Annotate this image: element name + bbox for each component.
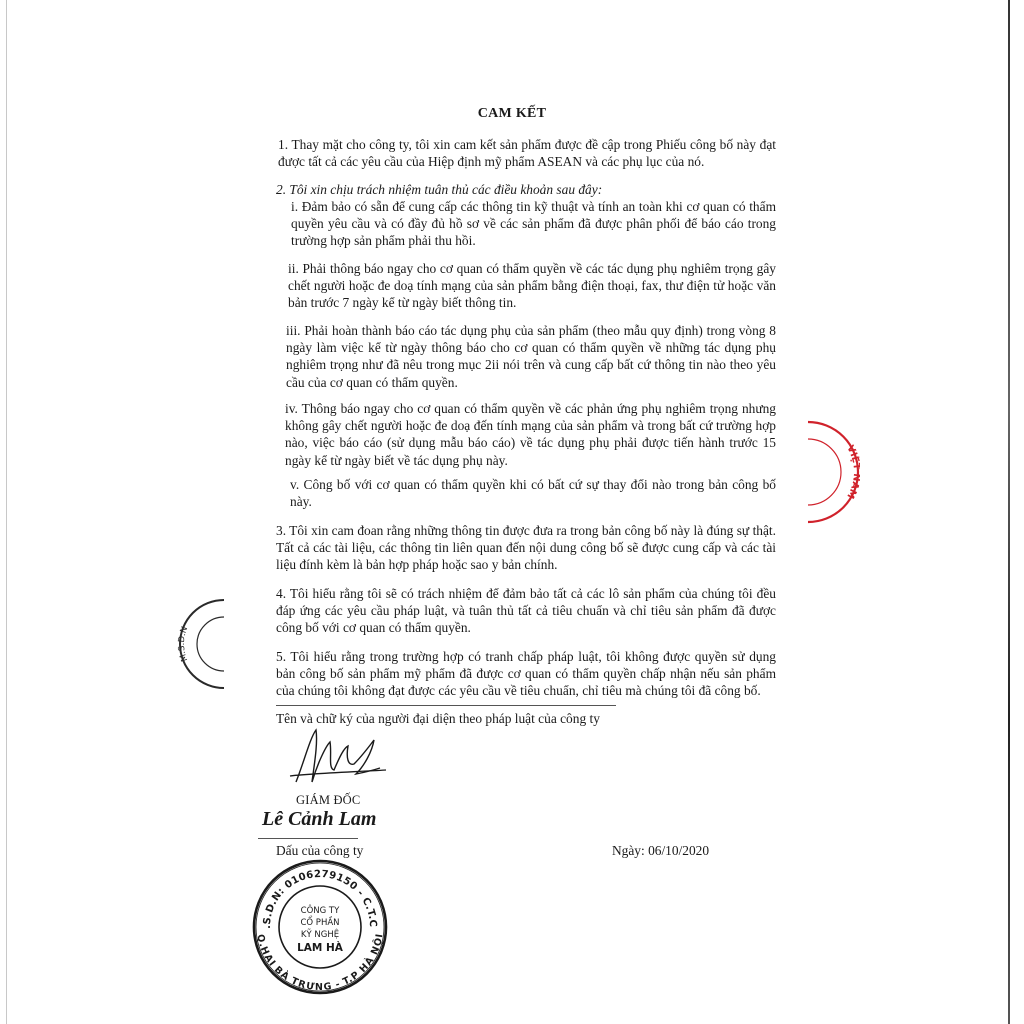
svg-text:M.S.D.N — [177, 625, 190, 662]
left-seal-fragment — [176, 596, 224, 692]
left-seal-text: M.S.D.N — [176, 625, 191, 663]
stamp-line-3: KỸ NGHỆ — [300, 930, 340, 940]
signer-name: Lê Cảnh Lam — [262, 808, 377, 830]
signature-scribble — [282, 726, 392, 792]
company-seal-label: Dấu của công ty — [276, 843, 364, 858]
svg-text:VIỆT NAM — [844, 444, 860, 501]
scan-edge-right — [1008, 0, 1010, 1024]
document-date: Ngày: 06/10/2020 — [612, 843, 710, 858]
scan-edge-left — [6, 0, 7, 1024]
stamp-line-1: CÔNG TY — [300, 906, 340, 916]
paragraph-2iii: iii. Phải hoàn thành báo cáo tác dụng phụ của sản phẩm (theo mẫu quy định) trong vòng 8 ngày làm việc kể từ ngày thông báo cho cơ quan có thẩm quyền về những tác dụng phụ nghiêm trọng như đã nêu trong mục 2ii nói trên và cung cấp bất cứ thông tin nào theo yêu cầu của cơ quan có thẩm quyền. — [286, 323, 776, 390]
paragraph-3: 3. Tôi xin cam đoan rằng những thông tin được đưa ra trong bản công bố này là đúng sự thật. Tất cả các tài liệu, các thông tin liên quan đến nội dung công bố sẽ được cung cấp và các tài liệu đính kèm là bản hợp pháp hoặc sao y bản chính. — [276, 523, 776, 573]
paragraph-5: 5. Tôi hiểu rằng trong trường hợp có tranh chấp pháp luật, tôi không được quyền sử dụng bản công bố sản phẩm mỹ phẩm đã được cơ quan có thẩm quyền chấp nhận nếu sản phẩm của chúng tôi không đạt được các yêu cầu về tiêu chuẩn, chỉ tiêu mà chúng tôi đã công bố. — [276, 649, 776, 699]
paragraph-2i: i. Đảm bảo có sẵn để cung cấp các thông tin kỹ thuật và tính an toàn khi cơ quan có thẩm quyền yêu cầu và có đầy đủ hồ sơ về các sản phẩm đã được phân phối để báo cáo trong trường hợp sản phẩm phải thu hồi. — [291, 199, 776, 249]
paragraph-2v: v. Công bố với cơ quan có thẩm quyền khi có bất cứ sự thay đổi nào trong bản công bố này. — [290, 477, 776, 510]
right-seal-fragment — [808, 418, 860, 526]
stamp-line-4: LAM HÀ — [297, 942, 343, 954]
paragraph-2ii: ii. Phải thông báo ngay cho cơ quan có thẩm quyền về các tác dụng phụ nghiêm trọng gây chết người hoặc đe doạ tính mạng của sản phẩm bằng điện thoại, fax, thư điện tử hoặc văn bản trước 7 ngày kể từ ngày biết thông tin. — [288, 261, 776, 311]
paragraph-2iv: iv. Thông báo ngay cho cơ quan có thẩm quyền về các phản ứng phụ nghiêm trọng nhưng không gây chết người hoặc đe doạ đến tính mạng của sản phẩm và trong bất cứ trường hợp nào, việc báo cáo (sử dụng mẫu báo cáo) về tác dụng phụ phải được tiến hành trước 15 ngày kể từ ngày biết về tác dụng phụ này. — [285, 401, 776, 468]
stamp-line-2: CỔ PHẦN — [300, 918, 340, 928]
paragraph-1: 1. Thay mặt cho công ty, tôi xin cam kết sản phẩm được đề cập trong Phiếu công bố này đạt được tất cả các yêu cầu của Hiệp định mỹ phẩm ASEAN và các phụ lục của nó. — [278, 137, 776, 170]
stamp-outer-bottom-text: Q.HAI BÀ TRƯNG - T.P HÀ NỘI — [254, 933, 386, 994]
stamp-outer-top-text: .S.D.N: 0106279150 - C.T.C — [261, 868, 379, 929]
right-seal-text: VIỆT NAM — [844, 443, 862, 501]
paragraph-2: 2. Tôi xin chịu trách nhiệm tuân thủ các điều khoản sau đây: — [276, 182, 603, 197]
signature-label: Tên và chữ ký của người đại diện theo pháp luật của công ty — [276, 711, 600, 726]
company-stamp — [250, 857, 390, 997]
signer-role: GIÁM ĐỐC — [296, 793, 361, 807]
document-title: CAM KẾT — [477, 106, 547, 121]
seal-label-rule — [258, 838, 358, 839]
paragraph-4: 4. Tôi hiểu rằng tôi sẽ có trách nhiệm để đảm bảo tất cả các lô sản phẩm của chúng tôi đều đáp ứng các yêu cầu pháp luật, và tuân thủ tất cả tiêu chuẩn và chỉ tiêu sản phẩm đã được công bố với cơ quan có thẩm quyền. — [276, 586, 776, 636]
signature-top-rule — [276, 705, 616, 706]
